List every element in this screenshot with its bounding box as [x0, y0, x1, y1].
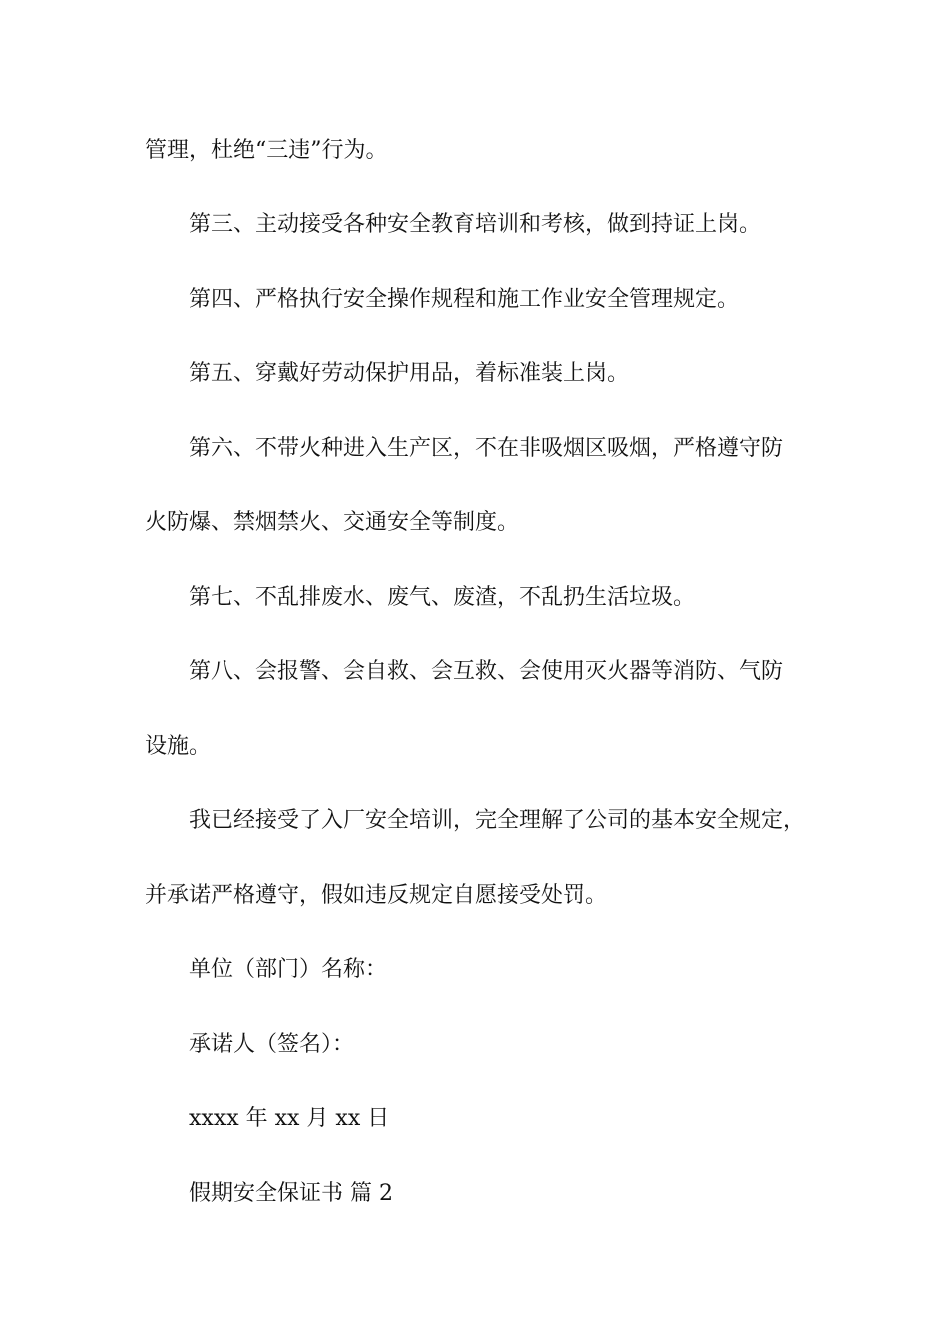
paragraph-line-3: 第四、严格执行安全操作规程和施工作业安全管理规定。 — [189, 287, 740, 312]
paragraph-line-11: 并承诺严格遵守，假如违反规定自愿接受处罚。 — [145, 883, 608, 908]
paragraph-line-9: 设施。 — [145, 734, 212, 759]
paragraph-line-1: 管理，杜绝“三违”行为。 — [145, 138, 388, 163]
section-heading: 假期安全保证书 篇 2 — [189, 1181, 393, 1206]
paragraph-line-5: 第六、不带火种进入生产区，不在非吸烟区吸烟，严格遵守防 — [189, 436, 784, 461]
paragraph-line-6: 火防爆、禁烟禁火、交通安全等制度。 — [145, 510, 520, 535]
paragraph-line-10: 我已经接受了入厂安全培训，完全理解了公司的基本安全规定， — [189, 808, 806, 833]
unit-name-line: 单位（部门）名称： — [189, 957, 388, 982]
paragraph-line-8: 第八、会报警、会自救、会互救、会使用灭火器等消防、气防 — [189, 659, 784, 684]
paragraph-line-4: 第五、穿戴好劳动保护用品，着标准装上岗。 — [189, 361, 630, 386]
paragraph-line-7: 第七、不乱排废水、废气、废渣，不乱扔生活垃圾。 — [189, 585, 696, 610]
signature-line: 承诺人（签名）： — [189, 1032, 355, 1057]
date-line: xxxx 年 xx 月 xx 日 — [189, 1106, 390, 1131]
paragraph-line-2: 第三、主动接受各种安全教育培训和考核，做到持证上岗。 — [189, 212, 762, 237]
